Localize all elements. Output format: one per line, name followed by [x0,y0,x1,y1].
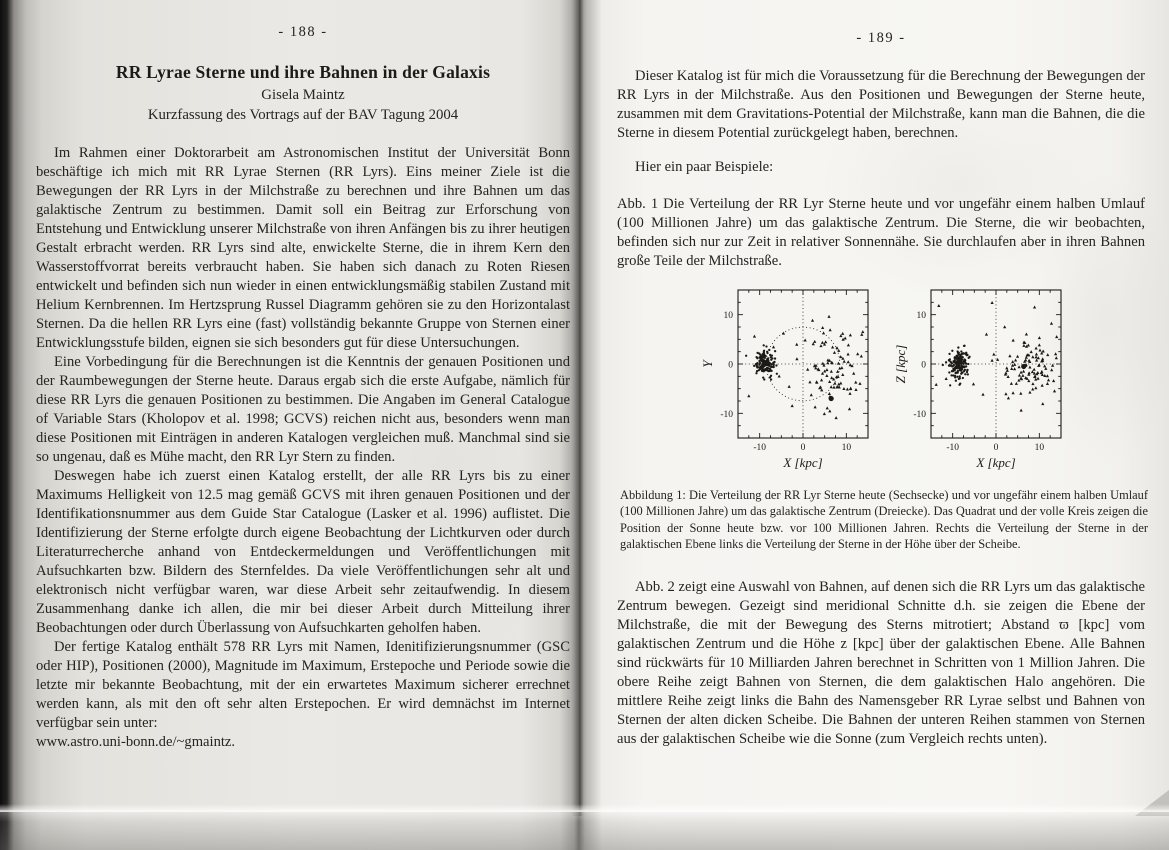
scan-bottom-shadow [0,810,1169,850]
scatter-plot-xy-galactic-plane [700,282,877,480]
examples-line: Hier ein paar Beispiele: [635,159,774,175]
svg-text:Y: Y [700,360,715,368]
svg-text:X [kpc]: X [kpc] [783,455,823,470]
figure-1-caption [620,487,1148,553]
svg-text:10: 10 [916,311,926,322]
figure-1-caption-text: Abbildung 1: Die Verteilung der RR Lyr Sterne heute (Sechsecke) und vor ungefähr einem halben Umlauf (100 Millionen Jahre) um das galaktische Zentrum (Dreiecke). Das Quadrat und der volle Kreis zeigen die Position der Sonne heute bzw. vor 100 Millionen Jahren. Rechts die Verteilung der Sterne in der galaktischen Ebene links die Verteilung der Sterne in der Höhe über der Scheibe. [620,488,1148,552]
paragraph-catalog-use: Dieser Katalog ist für mich die Voraussetzung für die Berechnung der Bewegungen der RR Lyrs in der Milchstraße. Aus den Positionen und Bewegungen der Sterne heute, zusammen mit dem Gravitations-Potential der Milchstraße, kann man die Bahnen, die die Sterne in diesem Potential zurückgelegt haben, berechnen. [617,68,1145,141]
svg-text:0: 0 [921,360,926,371]
svg-text:X [kpc]: X [kpc] [976,455,1016,470]
abb2-description: Abb. 2 zeigt eine Auswahl von Bahnen, auf denen sich die RR Lyrs um das galaktische Zentrum bewegen. Gezeigt sind meridional Schnitte d.h. sie zeigen die Ebene der Milchstraße, die mit der Bewegung des Sterns mitrotiert; Abstand ϖ [kpc] vom galaktischen Zentrum und die Höhe z [kpc] über der galaktischen Ebene. Alle Bahnen sind rückwärts für 10 Milliarden Jahren berechnet in Schritten von 1 Million Jahren. Die obere Reihe zeigt Bahnen von Sternen, die dem galaktischen Halo angehören. Die mittlere Reihe zeigt links die Bahn des Namensgeber RR Lyrae selbst und Bahnen von Sternen der alten dicken Scheibe. Die Bahnen der unteren Reihen stammen von Sternen aus der galaktischen Scheibe wie die Sonne (zum Vergleich rechts unten). [617,579,1145,747]
svg-text:10: 10 [1034,443,1045,453]
paragraph-catalog-creation: Deswegen habe ich zuerst einen Katalog erstellt, der alle RR Lyrs bis zu einer Maximums Helligkeit von 12.5 mag gemäß GCVS mit ihren genauen Positionen und der Identifikationsnummer aus dem Guide Star Catalogue (Lasker et al. 1996) auflistet. Die Identifizierung der Sterne erfolgte durch eigene Beobachtung der Lichtkurven oder durch Literaturrecherche anhand von Entdeckermeldungen und Veröffentlichungen mit Aufsuchkarten bzw. Bildern des Sternfeldes. Da viele Veröffentlichungen sehr alt und elektronisch nicht verfügbar waren, war diese Arbeit sehr zeitaufwendig. In diesem Zusammenhang danke ich allen, die mir bei dieser Arbeit durch Mitteilung ihrer Beobachtungen oder durch Überlassung von Aufsuchkarten geholfen haben. [36,468,570,636]
figure-1 [700,282,1070,480]
page-189 [617,30,1145,271]
scatter-plot-xz-height [893,282,1070,480]
svg-text:Z [kpc]: Z [kpc] [893,344,908,384]
svg-text:10: 10 [723,311,733,322]
page-number-left: - 188 - [278,24,328,40]
svg-text:0: 0 [728,360,733,371]
svg-text:-10: -10 [753,443,767,453]
paragraph-catalog-contents: Der fertige Katalog enthält 578 RR Lyrs mit Namen, Idenitifizierungsnummer (GSC oder HIP), Positionen (2000), Magnitude im Maximum, Erstepoche und Periode sowie die letzte mir bekannte Beobachtung, mit der ein erwartetes Maximum sicherer errechnet werden kann, als mit den oft sehr alten Erstepochen. Er wird demnächst im Internet verfügbar sein unter: [36,639,570,731]
article-subtitle: Kurzfassung des Vortrags auf der BAV Tagung 2004 [147,107,459,123]
article-author: Gisela Maintz [261,87,345,103]
svg-text:-10: -10 [913,409,926,420]
svg-text:10: 10 [841,443,852,453]
page-number-right: - 189 - [856,30,906,46]
svg-text:0: 0 [993,443,999,453]
svg-text:-10: -10 [946,443,960,453]
paragraph-intro: Im Rahmen einer Doktorarbeit am Astronomischen Institut der Universität Bonn beschäftige ich mich mit RR Lyrae Sternen (RR Lyrs). Eins meiner Ziele ist die Bewegungen der RR Lyrs in der Milchstraße zu berechnen und ihre Bahnen um das galaktische Zentrum zu bestimmen. Damit soll ein Beitrag zur Erforschung von Entstehung und Entwicklung unserer Milchstraße von ihren Anfängen bis zu ihrer heutigen Gestalt erbracht werden. RR Lyrs sind alte, enwickelte Sterne, die in ihrem Kern den Wasserstoffvorrat bereits verbraucht haben. Sie haben sich danach zu Roten Riesen entwickelt und befinden sich nun wieder in einen entwicklungsmäßig stabilen Zustand mit Helium Kernbrennen. Im Hertzsprung Russel Diagramm gehören sie zu den Horizontalast Sternen. Da die hellen RR Lyrs eine (fast) vollständig bekannte Gruppe von Sternen einer Entwicklungsstufe bilden, eignen sie sich besonders gut für diese Untersuchungen. [36,145,570,351]
svg-text:0: 0 [800,443,806,453]
svg-text:-10: -10 [720,409,733,420]
page-fold-shadow [571,0,587,816]
page-188 [36,24,570,752]
catalog-url: www.astro.uni-bonn.de/~gmaintz. [36,734,236,750]
paragraph-precondition: Eine Vorbedingung für die Berechnungen ist die Kenntnis der genauen Positionen und der Raumbewegungen der Sterne heute. Daraus ergab sich die erste Aufgabe, nämlich für diese RR Lyrs die genauen Positionen zu bestimmen. Die Angaben im General Catalogue of Variable Stars (Kholopov et al. 1998; GCVS) reichen nicht aus, besonders wenn man diese Positionen mit Einträgen in anderen Katalogen vergleichen muß. Manchmal sind sie so ungenau, daß es Mühe macht, den RR Lyr Stern zu finden. [36,354,570,465]
article-title: RR Lyrae Sterne und ihre Bahnen in der Galaxis [115,62,491,82]
abb2-block [617,578,1145,749]
abb1-description: Abb. 1 Die Verteilung der RR Lyr Sterne heute und vor ungefähr einem halben Umlauf (100 Millionen Jahre) um das galaktische Zentrum. Die Sterne, die wir beobachten, befinden sich nur zur Zeit in relativer Sonnennähe. Sie durchlaufen aber in ihren Bahnen große Teile der Milchstraße. [617,196,1145,269]
